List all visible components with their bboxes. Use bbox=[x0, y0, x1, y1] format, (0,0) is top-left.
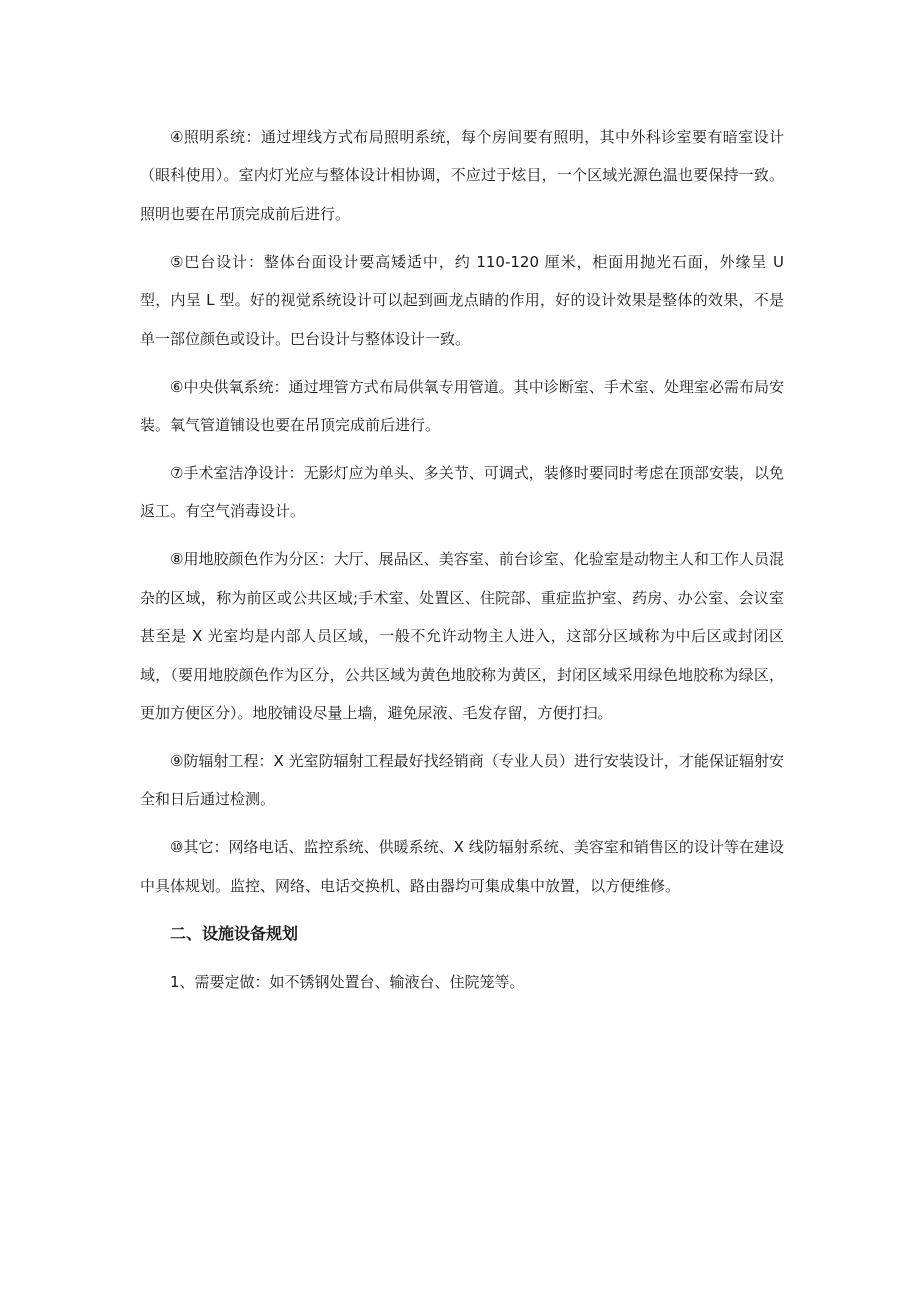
document-body bbox=[140, 118, 784, 1001]
paragraph-bar-counter-design: ⑤巴台设计：整体台面设计要高矮适中，约 110-120 厘米，柜面用抛光石面，外缘呈 U 型，内呈 L 型。好的视觉系统设计可以起到画龙点睛的作用，好的设计效果是整体的效果，不是单一部位颜色或设计。巴台设计与整体设计一致。 bbox=[140, 252, 784, 348]
paragraph-radiation-protection: ⑨防辐射工程：X 光室防辐射工程最好找经销商（专业人员）进行安装设计，才能保证辐射安全和日后通过检测。 bbox=[140, 752, 784, 809]
list-item-custom-made: 1、需要定做：如不锈钢处置台、输液台、住院笼等。 bbox=[170, 972, 525, 991]
paragraph-central-oxygen-system: ⑥中央供氧系统：通过埋管方式布局供氧专用管道。其中诊断室、手术室、处理室必需布局安装。氧气管道铺设也要在吊顶完成前后进行。 bbox=[140, 377, 784, 435]
section-heading-facilities: 二、设施设备规划 bbox=[170, 923, 299, 943]
paragraph-other-systems: ⑩其它：网络电话、监控系统、供暖系统、X 线防辐射系统、美容室和销售区的设计等在建设中具体规划。监控、网络、电话交换机、路由器均可集成集中放置，以方便维修。 bbox=[140, 838, 784, 895]
paragraph-lighting-system: ④照明系统：通过埋线方式布局照明系统，每个房间要有照明，其中外科诊室要有暗室设计（眼科使用）。室内灯光应与整体设计相协调，不应过于炫目，一个区域光源色温也要保持一致。照明也要在吊顶完成前后进行。 bbox=[140, 128, 784, 223]
paragraph-floor-color-zoning: ⑧用地胶颜色作为分区：大厅、展品区、美容室、前台诊室、化验室是动物主人和工作人员混杂的区域，称为前区或公共区域;手术室、处置区、住院部、重症监护室、药房、办公室、会议室甚至是 X 光室均是内部人员区域，一般不允许动物主人进入，这部分区域称为中后区或封闭区域，（要用地胶颜色作为区分，公共区域为黄色地胶称为黄区，封闭区域采用绿色地胶称为绿区，更加方便区分）。地胶铺设尽量上墙，避免尿液、毛发存留，方便打扫。 bbox=[140, 550, 784, 723]
paragraph-operating-room-clean-design: ⑦手术室洁净设计：无影灯应为单头、多关节、可调式，装修时要同时考虑在顶部安装，以免返工。有空气消毒设计。 bbox=[140, 464, 784, 521]
